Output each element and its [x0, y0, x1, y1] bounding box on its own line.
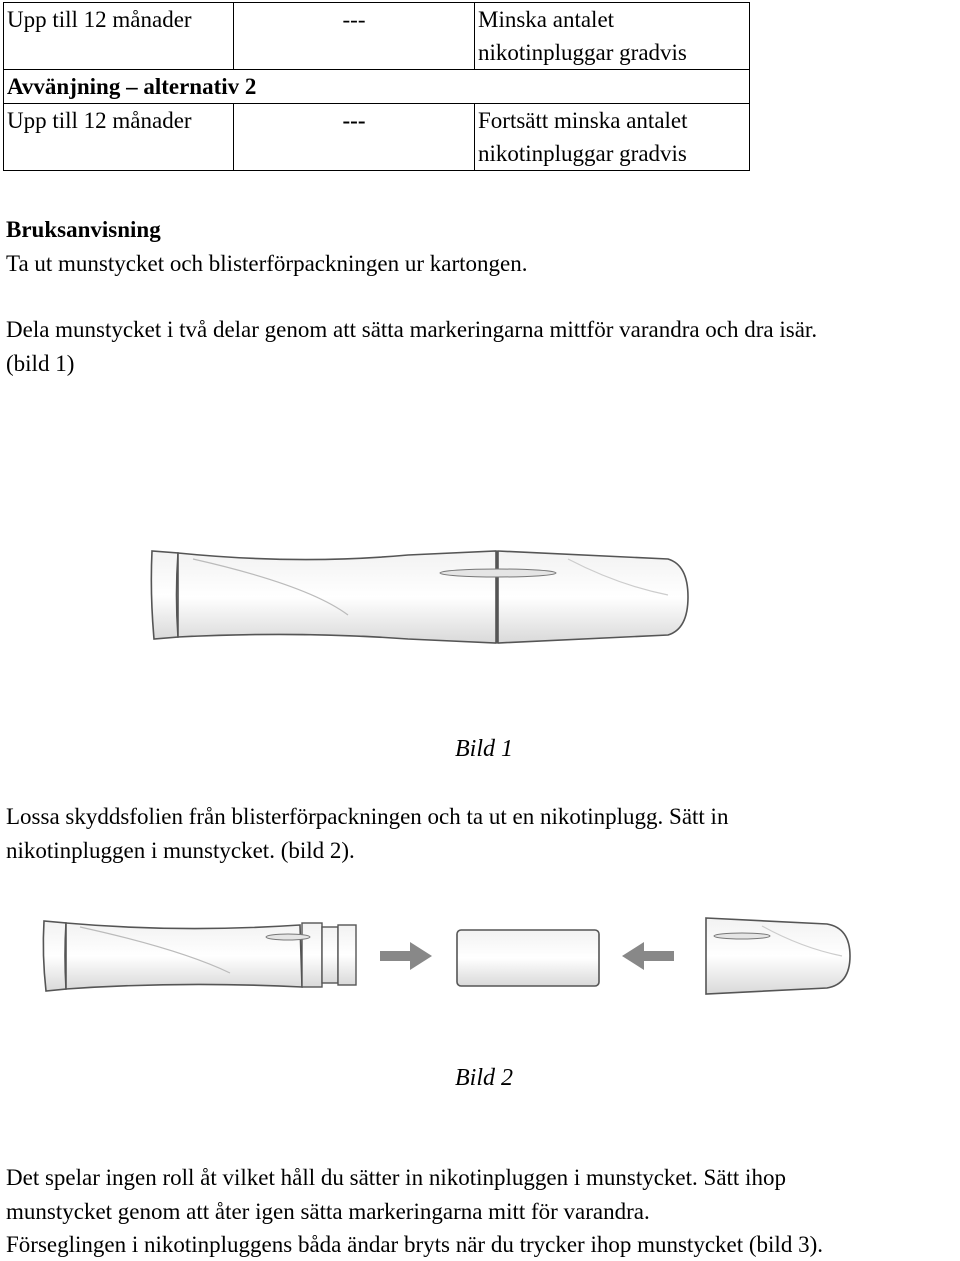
mouthpiece-assembled-illustration — [148, 545, 693, 647]
mouthpiece-base-illustration — [40, 915, 360, 997]
period-cell: Upp till 12 månader — [4, 104, 234, 171]
arrow-right-icon — [380, 940, 432, 972]
action-cell: Fortsätt minska antalet nikotinpluggar gradvis — [475, 104, 750, 171]
period-cell: Upp till 12 månader — [4, 3, 234, 70]
paragraph: Det spelar ingen roll åt vilket håll du sätter in nikotinpluggen i munstycket. Sätt ihop — [6, 1165, 786, 1190]
dose-cell: --- — [234, 104, 475, 171]
action-cell: Minska antalet nikotinpluggar gradvis — [475, 3, 750, 70]
paragraph: (bild 1) — [6, 351, 75, 376]
table-row — [4, 104, 750, 171]
paragraph: Lossa skyddsfolien från blisterförpackningen och ta ut en nikotinplugg. Sätt in — [6, 804, 729, 829]
paragraph: Dela munstycket i två delar genom att sätta markeringarna mittför varandra och dra isär. — [6, 317, 818, 342]
paragraph: Förseglingen i nikotinpluggens båda ändar bryts när du trycker ihop munstycket (bild 3). — [6, 1232, 823, 1257]
table-row — [4, 3, 750, 70]
paragraph: nikotinpluggen i munstycket. (bild 2). — [6, 838, 355, 863]
mouthpiece-top-illustration — [702, 914, 854, 998]
paragraph: munstycket genom att åter igen sätta markeringarna mitt för varandra. — [6, 1199, 650, 1224]
paragraph: Ta ut munstycket och blisterförpackningen ur kartongen. — [6, 251, 528, 276]
nicotine-plug-illustration — [455, 928, 601, 988]
section-heading: Bruksanvisning — [6, 217, 161, 242]
dosage-table — [3, 2, 750, 171]
arrow-left-icon — [622, 940, 674, 972]
figure-caption: Bild 2 — [455, 1065, 513, 1091]
figure-caption: Bild 1 — [455, 736, 513, 762]
table-section-row — [4, 70, 750, 104]
dose-cell: --- — [234, 3, 475, 70]
section-heading-cell: Avvänjning – alternativ 2 — [4, 70, 750, 104]
